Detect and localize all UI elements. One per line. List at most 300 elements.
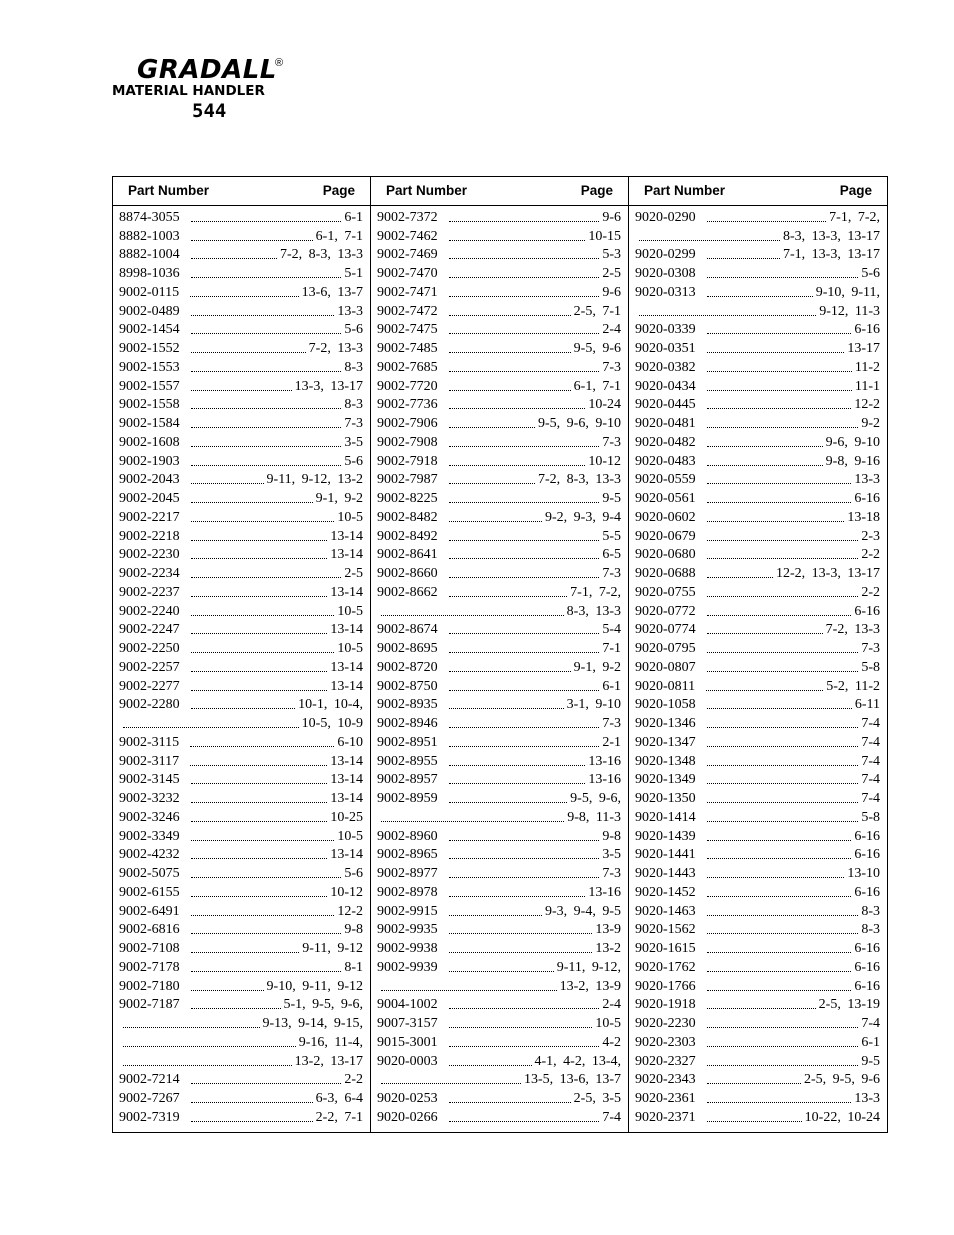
page-references: 9-5	[602, 491, 621, 506]
index-entry	[371, 376, 628, 395]
dot-leader	[191, 576, 342, 578]
page-references: 6-1, 7-1	[573, 378, 621, 394]
part-number: 9015-3001	[377, 1034, 438, 1050]
dot-leader	[449, 295, 600, 297]
page-references: 10-24	[588, 397, 621, 413]
dot-leader	[707, 1026, 859, 1028]
dot-leader	[191, 651, 335, 653]
model-number: 544	[192, 100, 227, 122]
part-number: 9002-7469	[377, 247, 438, 263]
part-number: 9020-0003	[377, 1053, 438, 1069]
part-number: 9020-2303	[635, 1034, 696, 1050]
page-references: 13-14	[330, 528, 363, 544]
index-entry-continuation	[371, 976, 628, 995]
index-entry	[371, 563, 628, 582]
dot-leader	[449, 1120, 600, 1122]
dot-leader	[191, 389, 292, 391]
page-references: 5-1	[344, 266, 363, 281]
dot-leader	[707, 332, 852, 334]
dot-leader	[449, 520, 542, 522]
index-entry	[629, 657, 887, 676]
page-references: 7-4	[861, 772, 880, 788]
dot-leader	[707, 1082, 801, 1084]
index-entry	[113, 563, 370, 582]
column-header-page: Page	[322, 183, 355, 198]
index-entry	[629, 620, 887, 639]
part-number: 8882-1003	[119, 228, 180, 244]
dot-leader	[707, 745, 859, 747]
dot-leader	[707, 876, 845, 878]
registered-mark: ®	[275, 57, 284, 69]
part-number: 9002-8960	[377, 828, 438, 844]
page-references: 2-3	[861, 528, 880, 544]
page-references: 5-1, 9-5, 9-6,	[283, 997, 363, 1013]
part-number: 9020-2371	[635, 1109, 696, 1125]
dot-leader	[191, 1101, 313, 1103]
part-number: 9020-0253	[377, 1091, 438, 1106]
page-references: 10-22, 10-24	[804, 1109, 880, 1125]
part-number: 9002-3349	[119, 828, 180, 844]
index-entry	[113, 338, 370, 357]
column-header-part-number: Part Number	[128, 183, 210, 198]
dot-leader	[191, 426, 342, 428]
index-entry	[371, 901, 628, 920]
page-references: 6-5	[602, 547, 621, 563]
index-entry	[371, 582, 628, 601]
part-number: 9020-2361	[635, 1091, 696, 1106]
dot-leader	[707, 989, 852, 991]
dot-leader	[449, 445, 600, 447]
page-references: 9-11, 9-12, 13-2	[266, 472, 363, 488]
index-entry	[371, 620, 628, 639]
part-number: 9020-2343	[635, 1072, 696, 1088]
index-entry	[371, 657, 628, 676]
page-references: 2-1	[602, 734, 621, 750]
page-references: 8-1	[344, 959, 363, 975]
page-references: 13-3	[854, 472, 880, 488]
part-number: 9002-1557	[119, 378, 180, 394]
dot-leader	[449, 1007, 600, 1009]
index-entry	[371, 451, 628, 470]
dot-leader	[190, 764, 327, 766]
index-entry	[371, 638, 628, 657]
page-references: 2-2	[861, 547, 880, 563]
page-references: 7-4	[602, 1109, 621, 1125]
part-number: 9020-2327	[635, 1053, 696, 1069]
dot-leader	[191, 464, 342, 466]
page-references: 5-6	[344, 322, 363, 338]
page-references: 7-3	[861, 641, 880, 656]
page-references: 10-5	[337, 828, 363, 844]
page-references: 9-3, 9-4, 9-5	[545, 903, 621, 919]
index-entry-continuation	[629, 301, 887, 320]
page-references: 10-12	[330, 884, 363, 900]
part-number: 9020-1766	[635, 978, 696, 994]
part-number: 9002-8977	[377, 866, 438, 881]
dot-leader	[449, 689, 600, 691]
index-entry	[113, 882, 370, 901]
dot-leader	[191, 1082, 342, 1084]
page-references: 6-16	[854, 491, 880, 506]
dot-leader	[191, 839, 335, 841]
index-entry	[371, 713, 628, 732]
dot-leader	[449, 464, 586, 466]
index-entry	[371, 995, 628, 1014]
page-references: 13-16	[588, 772, 621, 788]
part-number: 9002-1553	[119, 359, 180, 375]
index-entry	[371, 263, 628, 282]
index-entry	[629, 713, 887, 732]
part-number: 9002-2247	[119, 622, 180, 638]
index-entry	[371, 938, 628, 957]
page-references: 7-3	[602, 359, 621, 375]
dot-leader	[449, 745, 600, 747]
dot-leader	[191, 557, 328, 559]
page-references: 2-5, 13-19	[818, 997, 880, 1013]
index-entry-continuation	[629, 226, 887, 245]
part-number: 9002-7214	[119, 1072, 180, 1088]
page-references: 10-5	[337, 603, 363, 619]
index-entry	[629, 957, 887, 976]
index-entry	[629, 1070, 887, 1089]
dot-leader	[449, 670, 571, 672]
page-references: 2-5, 3-5	[573, 1091, 621, 1106]
index-column-3	[629, 177, 887, 1132]
part-number: 9002-1608	[119, 434, 180, 450]
page-references: 13-14	[330, 772, 363, 788]
product-subtitle: MATERIAL HANDLER	[112, 83, 265, 99]
part-number: 9020-0561	[635, 491, 696, 506]
dot-leader	[449, 726, 600, 728]
part-number: 9002-8965	[377, 847, 438, 863]
part-number: 8874-3055	[119, 209, 180, 225]
index-entry	[371, 920, 628, 939]
page-references: 11-2	[854, 359, 880, 375]
index-entry	[629, 826, 887, 845]
page-references: 5-2, 11-2	[826, 678, 880, 694]
page-references: 9-6	[602, 284, 621, 300]
index-entry	[371, 1032, 628, 1051]
dot-leader	[707, 426, 859, 428]
page-references: 6-16	[854, 959, 880, 975]
page-references: 9-13, 9-14, 9-15,	[262, 1016, 363, 1031]
page-references: 2-2	[344, 1072, 363, 1088]
part-number: 8998-1036	[119, 266, 180, 281]
part-number: 9002-2234	[119, 566, 180, 581]
page-references: 12-2, 13-3, 13-17	[776, 566, 880, 581]
dot-leader	[381, 820, 564, 822]
page-references: 9-11, 9-12	[302, 941, 363, 956]
part-number: 9020-1349	[635, 772, 696, 788]
index-entry	[629, 751, 887, 770]
dot-leader	[449, 632, 600, 634]
dot-leader	[707, 914, 859, 916]
part-number: 9002-2045	[119, 491, 180, 506]
page-references: 8-3	[861, 922, 880, 938]
index-entry	[371, 357, 628, 376]
index-entry	[113, 282, 370, 301]
index-entry	[113, 788, 370, 807]
page-references: 13-2	[595, 941, 621, 956]
index-entry	[371, 413, 628, 432]
part-number: 9002-8957	[377, 772, 438, 788]
dot-leader	[707, 1101, 852, 1103]
part-number: 9002-8641	[377, 547, 438, 563]
dot-leader	[123, 1045, 296, 1047]
part-number: 9020-1350	[635, 791, 696, 806]
index-entry	[629, 413, 887, 432]
part-number: 9002-6816	[119, 922, 180, 938]
dot-leader	[191, 220, 342, 222]
index-entry	[113, 245, 370, 264]
index-entry	[629, 995, 887, 1014]
part-number: 9002-3115	[119, 734, 180, 750]
page-references: 6-1	[861, 1034, 880, 1050]
index-entry	[371, 207, 628, 226]
part-number: 9020-1452	[635, 884, 696, 900]
index-entry	[629, 263, 887, 282]
dot-leader	[191, 595, 328, 597]
dot-leader	[707, 895, 852, 897]
part-number: 9002-1903	[119, 453, 180, 469]
dot-leader	[191, 670, 328, 672]
part-number: 9002-6491	[119, 903, 180, 919]
page-references: 11-1	[854, 378, 880, 394]
dot-leader	[191, 314, 335, 316]
dot-leader	[449, 1101, 571, 1103]
index-entry	[371, 338, 628, 357]
part-number: 9002-6155	[119, 884, 180, 900]
dot-leader	[449, 276, 600, 278]
part-number: 9020-1441	[635, 847, 696, 863]
dot-leader	[707, 1045, 859, 1047]
index-entry	[113, 582, 370, 601]
part-number: 9002-7908	[377, 434, 438, 450]
dot-leader	[381, 614, 564, 616]
page-references: 13-14	[330, 753, 363, 769]
index-entry	[113, 320, 370, 339]
index-entry	[113, 751, 370, 770]
index-entry	[629, 676, 887, 695]
page-references: 2-2	[861, 584, 880, 600]
page-references: 9-11, 9-12,	[556, 959, 621, 975]
index-entry-continuation	[113, 1051, 370, 1070]
page-references: 9-5, 9-6,	[570, 791, 621, 806]
part-number: 9020-0483	[635, 453, 696, 469]
index-entry	[371, 882, 628, 901]
dot-leader	[707, 614, 852, 616]
index-entry	[629, 507, 887, 526]
part-number: 9020-0445	[635, 397, 696, 413]
index-entry	[629, 1088, 887, 1107]
page-references: 7-1, 13-3, 13-17	[783, 247, 880, 263]
part-number: 9002-7987	[377, 472, 438, 488]
dot-leader	[191, 857, 328, 859]
index-column-1	[113, 177, 371, 1132]
index-entry	[629, 320, 887, 339]
index-entry	[371, 770, 628, 789]
parts-index-table	[112, 176, 888, 1133]
part-number: 9002-7180	[119, 978, 180, 994]
index-entry	[113, 957, 370, 976]
page-references: 5-6	[344, 866, 363, 881]
part-number: 9002-7685	[377, 359, 438, 375]
page-references: 8-3	[861, 903, 880, 919]
part-number: 9020-0266	[377, 1109, 438, 1125]
page-references: 7-1	[602, 641, 621, 656]
page-references: 2-4	[602, 997, 621, 1013]
index-entry	[629, 432, 887, 451]
index-entry	[629, 920, 887, 939]
page-references: 9-8	[602, 828, 621, 844]
page-references: 7-4	[861, 716, 880, 731]
page-references: 6-16	[854, 603, 880, 619]
part-number: 9020-0772	[635, 603, 696, 619]
page-references: 13-14	[330, 847, 363, 863]
page-references: 5-8	[861, 659, 880, 675]
page-references: 13-14	[330, 678, 363, 694]
index-entry	[629, 470, 887, 489]
part-number: 9002-8955	[377, 753, 438, 769]
dot-leader	[707, 726, 859, 728]
part-number: 9002-9938	[377, 941, 438, 956]
index-entry	[371, 301, 628, 320]
index-entry	[113, 526, 370, 545]
page-references: 2-5	[344, 566, 363, 581]
part-number: 9002-7720	[377, 378, 438, 394]
part-number: 9020-1348	[635, 753, 696, 769]
page-references: 5-5	[602, 528, 621, 544]
dot-leader	[449, 839, 600, 841]
dot-leader	[191, 614, 335, 616]
index-entry	[629, 807, 887, 826]
page-references: 9-16, 11-4,	[298, 1034, 363, 1050]
index-entry	[113, 1107, 370, 1126]
page-references: 9-10, 9-11, 9-12	[266, 978, 363, 994]
part-number: 9002-3246	[119, 809, 180, 825]
dot-leader	[191, 914, 335, 916]
index-entry	[371, 226, 628, 245]
index-entry	[629, 1013, 887, 1032]
page-references: 7-1, 7-2,	[570, 584, 621, 600]
dot-leader	[707, 220, 827, 222]
page-references: 13-17	[847, 341, 880, 356]
page-references: 7-3	[602, 716, 621, 731]
index-entry	[371, 320, 628, 339]
page-references: 6-3, 6-4	[315, 1091, 363, 1106]
part-number: 9002-0489	[119, 303, 180, 319]
index-entry	[113, 413, 370, 432]
index-entry	[113, 938, 370, 957]
index-entry	[371, 488, 628, 507]
part-number: 9002-2257	[119, 659, 180, 675]
part-number: 9002-7471	[377, 284, 438, 300]
index-entry	[113, 920, 370, 939]
index-entry-continuation	[371, 807, 628, 826]
index-entry	[371, 395, 628, 414]
index-entry	[629, 976, 887, 995]
index-column-2	[371, 177, 629, 1132]
dot-leader	[191, 370, 342, 372]
index-entry	[113, 1070, 370, 1089]
page-references: 9-2, 9-3, 9-4	[545, 509, 621, 525]
part-number: 9020-0795	[635, 641, 696, 656]
dot-leader	[707, 407, 852, 409]
dot-leader	[191, 820, 328, 822]
page-references: 5-8	[861, 809, 880, 825]
dot-leader	[707, 482, 852, 484]
index-entry	[113, 826, 370, 845]
page-references: 6-16	[854, 828, 880, 844]
column-header	[113, 177, 370, 206]
page-references: 13-3	[854, 1091, 880, 1106]
dot-leader	[191, 520, 335, 522]
dot-leader	[191, 1007, 281, 1009]
part-number: 9020-0602	[635, 509, 696, 525]
part-number: 9002-3117	[119, 753, 180, 769]
page-references: 7-2, 13-3	[308, 341, 363, 356]
page-references: 9-5, 9-6	[573, 341, 621, 356]
dot-leader	[707, 1007, 816, 1009]
dot-leader	[381, 989, 557, 991]
dot-leader	[707, 539, 859, 541]
part-number: 9020-0807	[635, 659, 696, 675]
column-header-part-number: Part Number	[386, 183, 468, 198]
dot-leader	[707, 370, 852, 372]
page-references: 7-3	[602, 566, 621, 581]
part-number: 9004-1002	[377, 997, 438, 1013]
part-number: 9002-7918	[377, 453, 438, 469]
part-number: 9020-0290	[635, 209, 696, 225]
part-number: 9020-0680	[635, 547, 696, 563]
index-entry	[113, 620, 370, 639]
dot-leader	[449, 501, 600, 503]
part-number: 9020-1562	[635, 922, 696, 938]
part-number: 9020-1058	[635, 697, 696, 713]
dot-leader	[449, 332, 600, 334]
part-number: 9002-8951	[377, 734, 438, 750]
dot-leader	[707, 276, 859, 278]
dot-leader	[707, 576, 773, 578]
page-references: 5-6	[861, 266, 880, 281]
index-entry	[629, 357, 887, 376]
dot-leader	[707, 820, 859, 822]
dot-leader	[449, 426, 535, 428]
index-entry	[629, 395, 887, 414]
page-references: 2-5, 9-5, 9-6	[804, 1072, 880, 1088]
page-references: 10-12	[588, 453, 621, 469]
part-number: 9002-8660	[377, 566, 438, 581]
part-number: 9002-7475	[377, 322, 438, 338]
dot-leader	[191, 539, 328, 541]
page-references: 10-15	[588, 228, 621, 244]
index-entry	[113, 488, 370, 507]
index-entry-continuation	[371, 601, 628, 620]
column-header-page: Page	[839, 183, 872, 198]
index-entry	[113, 807, 370, 826]
part-number: 9002-2218	[119, 528, 180, 544]
dot-leader	[707, 557, 859, 559]
index-entry	[371, 470, 628, 489]
dot-leader	[191, 445, 342, 447]
index-entry	[371, 526, 628, 545]
index-entry	[113, 901, 370, 920]
page-references: 6-16	[854, 322, 880, 338]
index-entry	[371, 1088, 628, 1107]
page-references: 6-11	[854, 697, 880, 713]
page-references: 2-4	[602, 322, 621, 338]
page-references: 13-2, 13-9	[559, 978, 621, 994]
